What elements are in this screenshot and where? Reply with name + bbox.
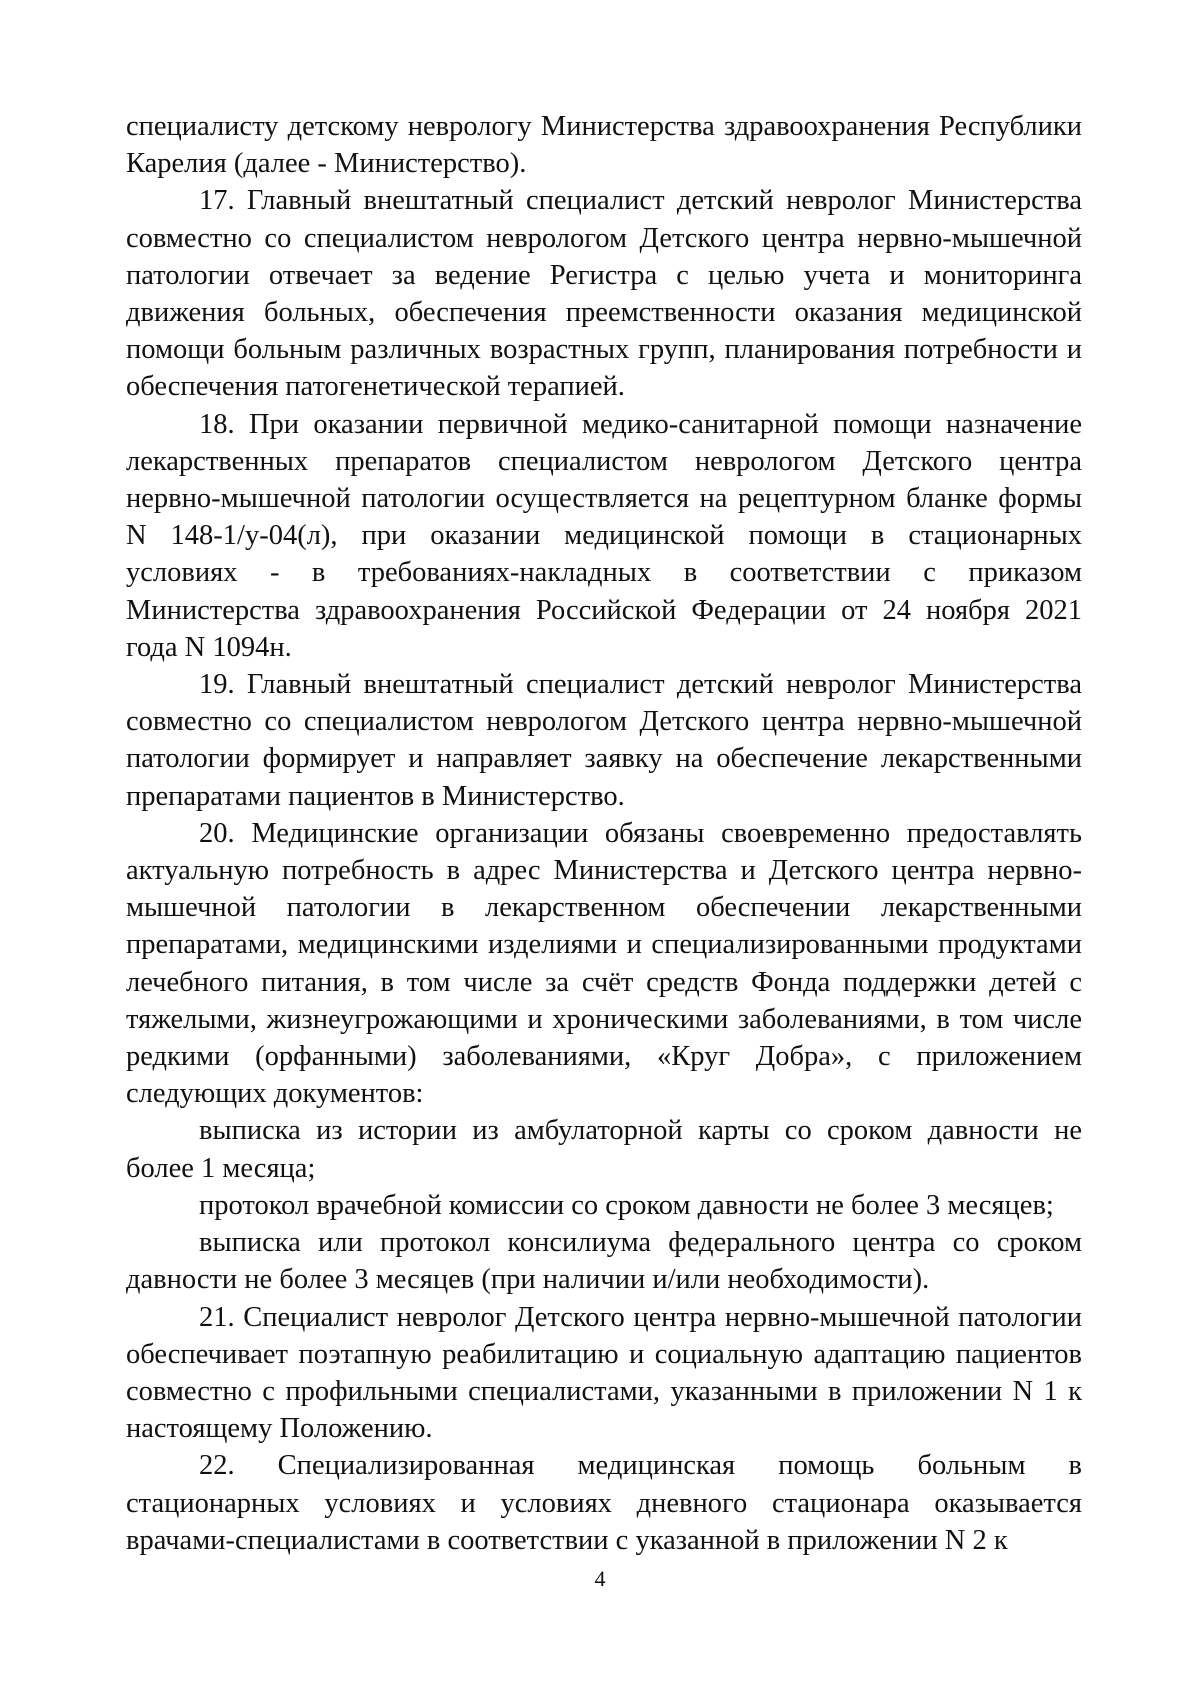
paragraph-17: 17. Главный внештатный специалист детский невролог Министерства совместно со специалистом неврологом Детского центра нервно-мышечной патологии отвечает за ведение Регистра с целью учета и мониторинга движения больных, обеспечения преемственности оказания медицинской помощи больным различных возрастных групп, планирования потребности и обеспечения патогенетической терапией. <box>126 185 1082 403</box>
paragraph-22: 22. Специализированная медицинская помощь больным в стационарных условиях и условиях дневного стационара оказывается врачами-специалистами в соответствии с указанной в приложении N 2 к <box>126 1450 1082 1556</box>
page-number: 4 <box>594 1566 606 1591</box>
paragraph-18: 18. При оказании первичной медико-санитарной помощи назначение лекарственных препаратов специалистом неврологом Детского центра нервно-мышечной патологии осуществляется на рецептурном бланке формы N 148-1/у-04(л), при оказании медицинской помощи в стационарных условиях - в требованиях-накладных в соответствии с приказом Министерства здравоохранения Российской Федерации от 24 ноября 2021 года N 1094н. <box>126 408 1082 663</box>
list-item-protocol: протокол врачебной комиссии со сроком давности не более 3 месяцев; <box>199 1189 1054 1221</box>
paragraph-20: 20. Медицинские организации обязаны своевременно предоставлять актуальную потребность в адрес Министерства и Детского центра нервно-мышечной патологии в лекарственном обеспечении лекарственными препаратами, медицинскими изделиями и специализированными продуктами лечебного питания, в том числе за счёт средств Фонда поддержки детей с тяжелыми, жизнеугрожающими и хроническими заболеваниями, в том числе редкими (орфанными) заболеваниями, «Круг Добра», с приложением следующих документов: <box>126 817 1082 1110</box>
document-body <box>126 108 1082 1559</box>
paragraph-19: 19. Главный внештатный специалист детский невролог Министерства совместно со специалистом неврологом Детского центра нервно-мышечной патологии формирует и направляет заявку на обеспечение лекарственными препаратами пациентов в Министерство. <box>126 669 1082 812</box>
list-item-consilium: выписка или протокол консилиума федерального центра со сроком давности не более 3 месяцев (при наличии и/или необходимости). <box>126 1227 1082 1296</box>
list-item-extract: выписка из истории из амбулаторной карты со сроком давности не более 1 месяца; <box>126 1115 1082 1184</box>
paragraph-21: 21. Специалист невролог Детского центра нервно-мышечной патологии обеспечивает поэтапную реабилитацию и социальную адаптацию пациентов совместно с профильными специалистами, указанными в приложении N 1 к настоящему Положению. <box>126 1301 1082 1445</box>
paragraph-continuation: специалисту детскому неврологу Министерства здравоохранения Республики Карелия (далее - Министерство). <box>126 111 1082 180</box>
